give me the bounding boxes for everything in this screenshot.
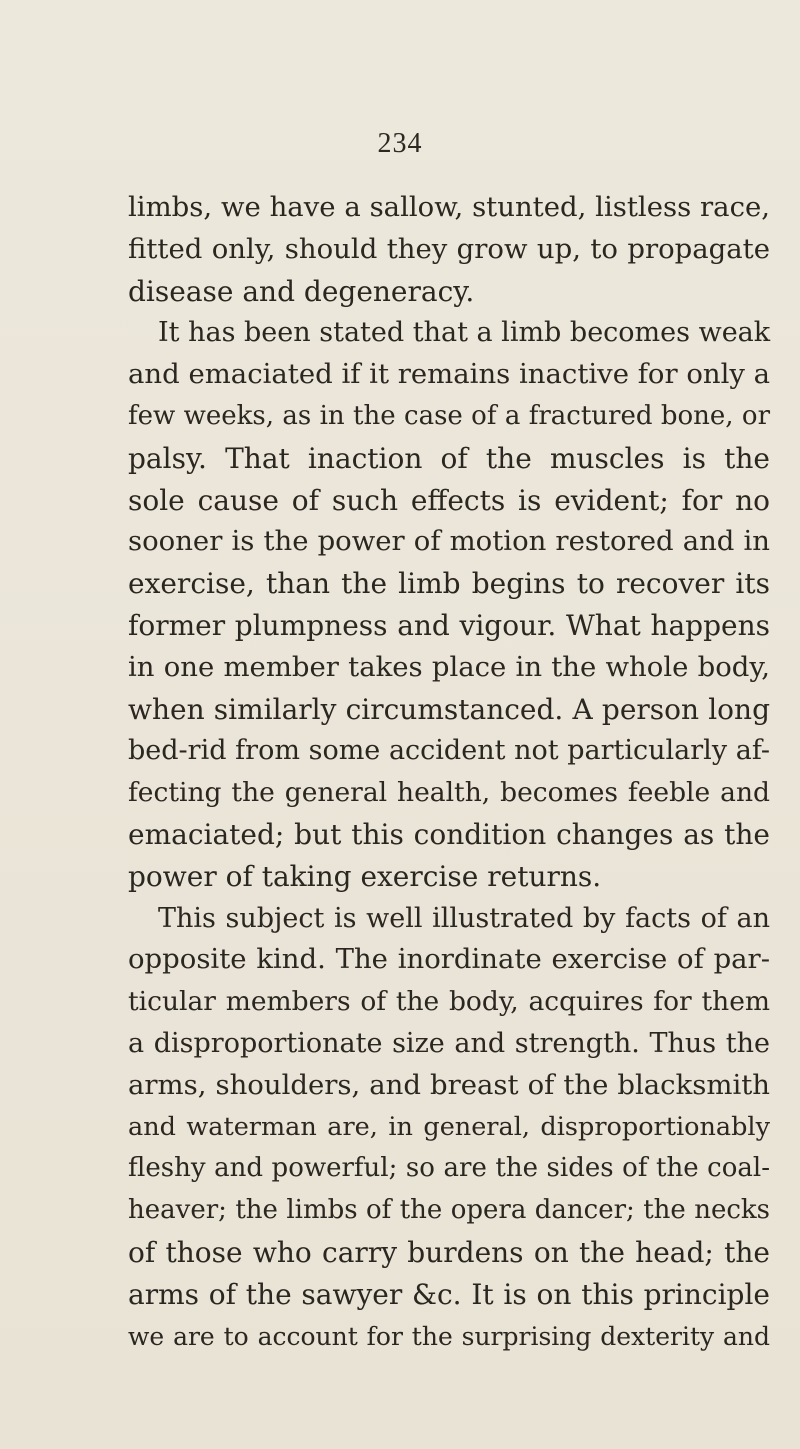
text-line: and emaciated if it remains inactive for only a xyxy=(128,358,771,391)
text-line: bed-rid from some accident not particularly af- xyxy=(128,735,770,767)
text-line: palsy. That inaction of the muscles is the xyxy=(128,441,770,475)
text-line: sooner is the power of motion restored and in xyxy=(128,525,770,558)
text-line: a disproportionate size and strength. Thus the xyxy=(128,1027,770,1059)
text-line: It has been stated that a limb becomes weak xyxy=(158,317,771,349)
text-line: fecting the general health, becomes feeble and xyxy=(128,777,770,809)
body-text xyxy=(128,187,770,1357)
text-line: fleshy and powerful; so are the sides of the coal- xyxy=(128,1153,770,1184)
text-line: arms, shoulders, and breast of the blacksmith xyxy=(128,1068,770,1101)
text-line: exercise, than the limb begins to recover its xyxy=(128,567,770,601)
page-number: 234 xyxy=(377,128,423,159)
text-line: This subject is well illustrated by facts of an xyxy=(158,902,770,934)
text-line: opposite kind. The inordinate exercise of par- xyxy=(128,943,770,976)
text-line: emaciated; but this condition changes as the xyxy=(128,817,770,851)
text-line: of those who carry burdens on the head; the xyxy=(128,1235,770,1269)
text-line: in one member takes place in the whole body, xyxy=(128,650,770,683)
text-line: arms of the sawyer &c. It is on this principle xyxy=(128,1277,770,1311)
text-line: sole cause of such effects is evident; for no xyxy=(128,483,770,517)
text-line: and waterman are, in general, disproportionably xyxy=(128,1111,770,1142)
text-line: former plumpness and vigour. What happens xyxy=(128,608,770,642)
text-line: power of taking exercise returns. xyxy=(128,859,602,893)
text-line: when similarly circumstanced. A person long xyxy=(128,692,770,726)
text-line: heaver; the limbs of the opera dancer; the necks xyxy=(128,1195,770,1226)
text-line: limbs, we have a sallow, stunted, listless race, xyxy=(128,191,770,223)
text-line: disease and degeneracy. xyxy=(128,274,475,308)
text-line: ticular members of the body, acquires for them xyxy=(128,986,770,1018)
text-line: fitted only, should they grow up, to propagate xyxy=(128,232,770,265)
text-line: few weeks, as in the case of a fractured bone, or xyxy=(128,400,770,431)
text-line: we are to account for the surprising dexterity and xyxy=(128,1321,770,1351)
